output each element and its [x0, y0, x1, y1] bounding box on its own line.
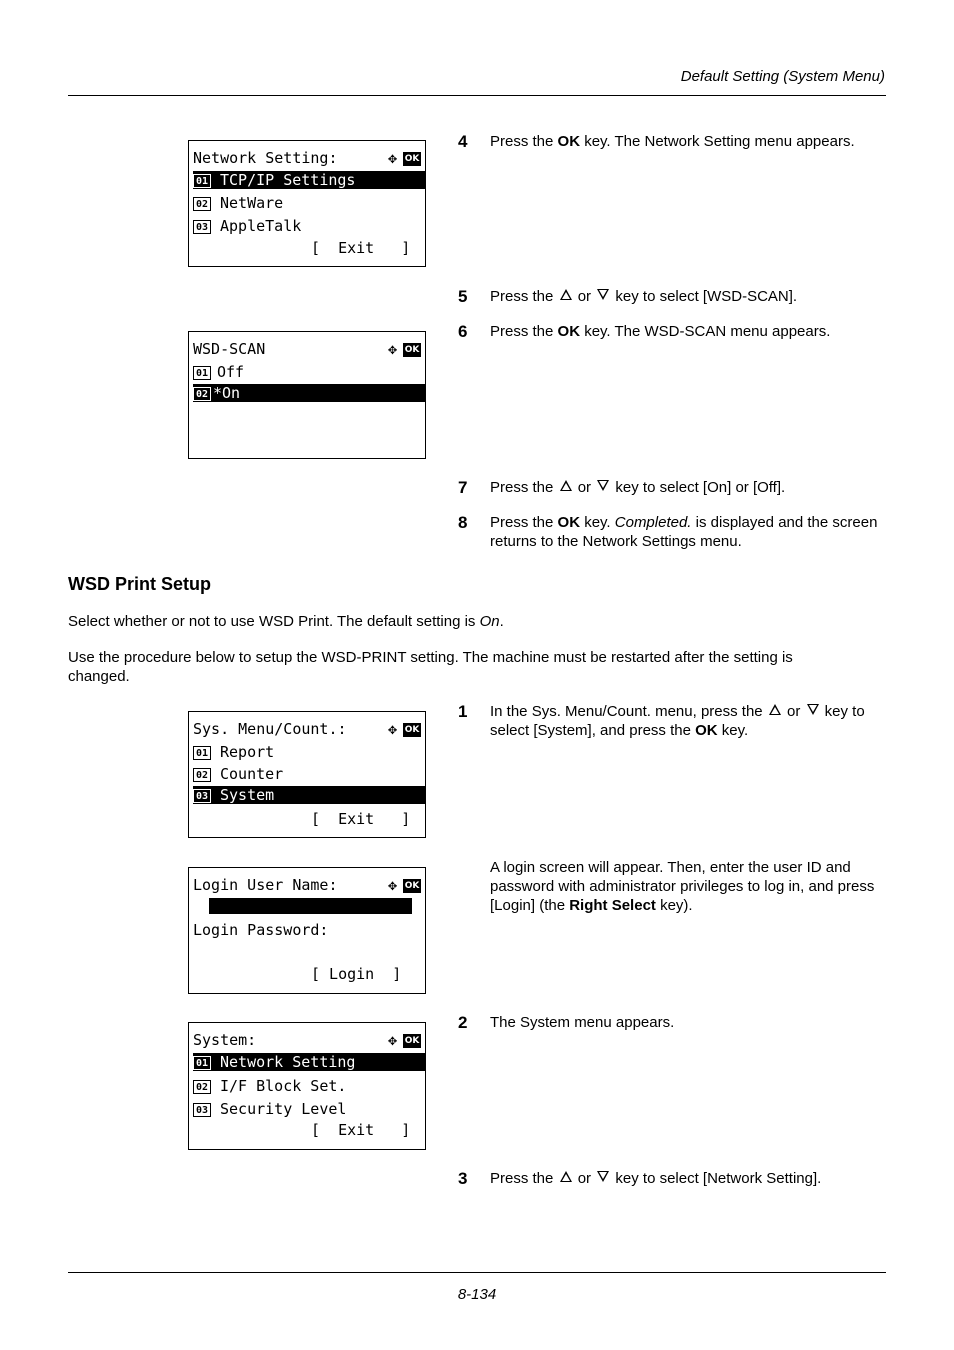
- four-way-arrow-icon: ✥: [387, 1031, 397, 1049]
- four-way-arrow-icon: ✥: [387, 876, 397, 894]
- step-number: 4: [458, 132, 468, 151]
- lcd-title: Login User Name:: [193, 876, 338, 894]
- lcd-password-label: Login Password:: [193, 921, 329, 939]
- step-text: Press the or key to select [On] or [Off].: [490, 479, 786, 496]
- paragraph: Use the procedure below to setup the WSD-PRINT setting. The machine must be restarted after the setting is changed.: [68, 649, 793, 685]
- lcd-item-selected: 02 *On: [193, 384, 425, 402]
- page-number: 8-134: [457, 1286, 497, 1303]
- step-text: A login screen will appear. Then, enter the user ID and password with administrator privileges to log in, and press [Login] (the Right Select key).: [490, 859, 875, 914]
- lcd-item-selected: 01 Network Setting: [193, 1053, 425, 1071]
- step-text: Press the OK key. Completed. is displayed and the screen returns to the Network Settings menu.: [490, 514, 878, 550]
- step-text: Press the OK key. The Network Setting menu appears.: [490, 133, 855, 150]
- ok-icon: OK: [404, 724, 420, 735]
- ok-icon: OK: [404, 344, 420, 355]
- step-number: 2: [458, 1013, 468, 1032]
- four-way-arrow-icon: ✥: [387, 720, 397, 738]
- step-number: 8: [458, 513, 468, 532]
- lcd-item: 03 Security Level: [193, 1100, 425, 1118]
- step-text: Press the or key to select [Network Setting].: [490, 1170, 822, 1187]
- up-key-icon: [560, 480, 572, 491]
- lcd-title: Network Setting:: [193, 149, 338, 167]
- lcd-item: 02 NetWare: [193, 194, 425, 212]
- lcd-title: WSD-SCAN: [193, 340, 266, 358]
- lcd-item: 03 AppleTalk: [193, 217, 425, 235]
- lcd-wsd-scan: [188, 331, 426, 459]
- ok-icon: OK: [404, 880, 420, 891]
- lcd-softkey-login: [ Login ]: [311, 965, 402, 983]
- lcd-sys-menu: [188, 711, 426, 838]
- step-number: 1: [458, 702, 468, 721]
- lcd-system: [188, 1022, 426, 1150]
- ok-icon: OK: [404, 153, 420, 164]
- lcd-network-setting: [188, 140, 426, 267]
- step-text: Press the OK key. The WSD-SCAN menu appears.: [490, 323, 831, 340]
- ok-icon: OK: [404, 1035, 420, 1046]
- down-key-icon: [597, 1171, 609, 1182]
- lcd-softkey-exit: [ Exit ]: [311, 810, 411, 828]
- lcd-item: 01 Report: [193, 743, 425, 761]
- lcd-item: 02 I/F Block Set.: [193, 1077, 425, 1095]
- step-number: 5: [458, 287, 468, 306]
- step-text: In the Sys. Menu/Count. menu, press the or key to select [System], and press the OK key.: [490, 703, 865, 739]
- footer-rule: [68, 1272, 886, 1273]
- up-key-icon: [560, 1171, 572, 1182]
- down-key-icon: [597, 480, 609, 491]
- lcd-item-selected: 01 TCP/IP Settings: [193, 171, 425, 189]
- down-key-icon: [807, 704, 819, 715]
- step-text: Press the or key to select [WSD-SCAN].: [490, 288, 798, 305]
- step-number: 3: [458, 1169, 468, 1188]
- lcd-item: 02 Counter: [193, 765, 425, 783]
- lcd-softkey-exit: [ Exit ]: [311, 239, 411, 257]
- lcd-item-selected: 03 System: [193, 786, 425, 804]
- lcd-title: System:: [193, 1031, 257, 1049]
- down-key-icon: [597, 289, 609, 300]
- lcd-title: Sys. Menu/Count.:: [193, 720, 347, 738]
- paragraph: Select whether or not to use WSD Print. The default setting is On.: [68, 613, 504, 630]
- step-number: 7: [458, 478, 468, 497]
- running-header: Default Setting (System Menu): [680, 68, 885, 85]
- user-name-field: [209, 898, 412, 914]
- four-way-arrow-icon: ✥: [387, 340, 397, 358]
- section-heading: WSD Print Setup: [68, 574, 211, 594]
- lcd-softkey-exit: [ Exit ]: [311, 1121, 411, 1139]
- step-number: 6: [458, 322, 468, 341]
- lcd-login: [188, 867, 426, 994]
- lcd-item: 01 Off: [193, 363, 425, 381]
- header-rule: [68, 95, 886, 96]
- four-way-arrow-icon: ✥: [387, 149, 397, 167]
- up-key-icon: [560, 289, 572, 300]
- step-text: The System menu appears.: [490, 1014, 675, 1031]
- up-key-icon: [769, 704, 781, 715]
